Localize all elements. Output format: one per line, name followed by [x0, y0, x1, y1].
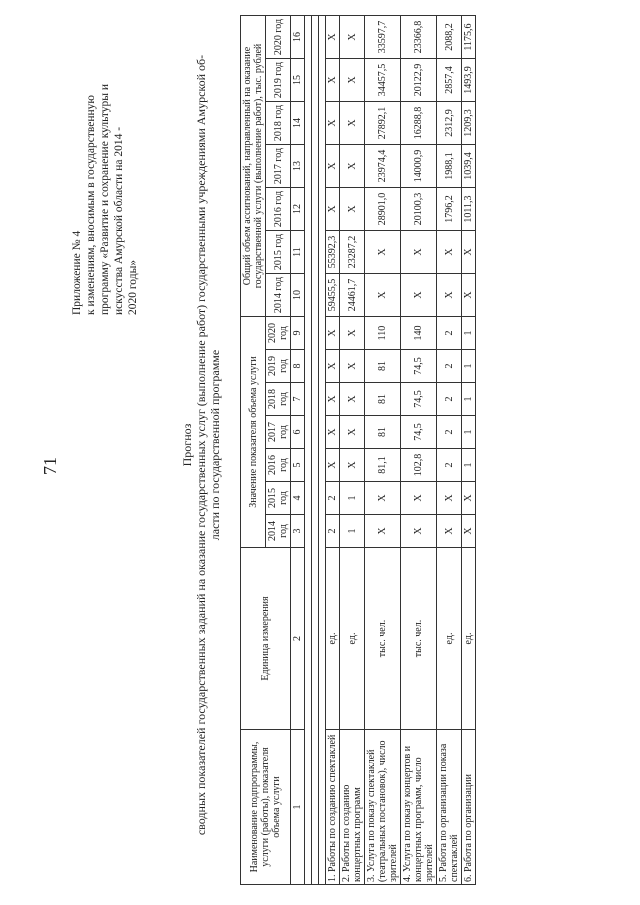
row-name: 1. Работы по созданию спектаклей — [326, 730, 340, 885]
finance-cell: X — [340, 145, 365, 188]
finance-cell: 23974,4 — [365, 145, 401, 188]
column-number: 10 — [291, 274, 305, 317]
finance-cell: 2088,2 — [437, 16, 462, 59]
appendix-line: программу «Развитие и сохранение культуры и — [99, 83, 111, 315]
volume-cell: X — [340, 317, 365, 350]
event-row — [319, 16, 326, 885]
header-year: 2020 год — [266, 16, 291, 59]
volume-cell: 1 — [340, 482, 365, 515]
title-line: ласти по государственной программе — [208, 349, 222, 541]
volume-cell: 2 — [437, 350, 462, 383]
table-row — [365, 16, 401, 885]
column-number: 1 — [291, 730, 305, 885]
header-column-numbers-row — [291, 16, 305, 885]
volume-cell: 2 — [326, 482, 340, 515]
subprogram-title — [305, 16, 312, 885]
finance-cell: X — [340, 59, 365, 102]
column-number: 8 — [291, 350, 305, 383]
finance-cell: 34457,5 — [365, 59, 401, 102]
volume-cell: 1 — [462, 350, 476, 383]
header-year: 2015 год — [266, 482, 291, 515]
finance-cell: X — [462, 231, 476, 274]
header-year: 2016 год — [266, 449, 291, 482]
header-year: 2017 год — [266, 416, 291, 449]
volume-cell: 81 — [365, 350, 401, 383]
volume-cell: 1 — [340, 515, 365, 548]
finance-cell: X — [326, 145, 340, 188]
volume-cell: 81 — [365, 416, 401, 449]
column-number: 5 — [291, 449, 305, 482]
volume-cell: X — [437, 515, 462, 548]
volume-cell: 2 — [437, 383, 462, 416]
column-number: 12 — [291, 188, 305, 231]
finance-cell: 1209,3 — [462, 102, 476, 145]
finance-cell: 1039,4 — [462, 145, 476, 188]
title-heading: Прогноз — [180, 423, 194, 467]
volume-cell: X — [365, 515, 401, 548]
header-year: 2018 год — [266, 383, 291, 416]
finance-cell: 1011,3 — [462, 188, 476, 231]
finance-cell: 14000,9 — [401, 145, 437, 188]
volume-cell: 2 — [326, 515, 340, 548]
header-unit: Единица измерения — [241, 548, 291, 730]
volume-cell: 1 — [462, 416, 476, 449]
finance-cell: 20122,9 — [401, 59, 437, 102]
finance-cell: X — [462, 274, 476, 317]
finance-cell: X — [365, 231, 401, 274]
header-year: 2019 год — [266, 350, 291, 383]
appendix-line: 2020 годы» — [127, 259, 139, 315]
volume-cell: 81 — [365, 383, 401, 416]
finance-cell: X — [340, 188, 365, 231]
finance-cell: X — [326, 188, 340, 231]
finance-cell: 24461,7 — [340, 274, 365, 317]
finance-cell: X — [437, 274, 462, 317]
row-name: 2. Работы по созданию концертных программ — [340, 730, 365, 885]
finance-cell: X — [401, 274, 437, 317]
volume-cell: 2 — [437, 449, 462, 482]
document-title — [180, 5, 222, 885]
page-number: 71 — [40, 457, 60, 475]
header-year: 2020 год — [266, 317, 291, 350]
row-unit: тыс. чел. — [365, 548, 401, 730]
finance-cell: X — [340, 102, 365, 145]
column-number: 16 — [291, 16, 305, 59]
volume-cell: 74,5 — [401, 416, 437, 449]
row-unit: ед. — [462, 548, 476, 730]
header-year: 2015 год — [266, 231, 291, 274]
row-name: 4. Услуга по показу концертов и концертных программ, число зрителей — [401, 730, 437, 885]
finance-cell: 2857,4 — [437, 59, 462, 102]
volume-cell: X — [326, 317, 340, 350]
main-event-row — [312, 16, 319, 885]
finance-cell: 1988,1 — [437, 145, 462, 188]
column-number: 15 — [291, 59, 305, 102]
header-year: 2014 год — [266, 515, 291, 548]
header-year: 2016 год — [266, 188, 291, 231]
table-row — [326, 16, 340, 885]
volume-cell: 102,8 — [401, 449, 437, 482]
volume-cell: X — [401, 482, 437, 515]
row-name: 6. Работа по организации — [462, 730, 476, 885]
header-name: Наименование подпрограммы, услуги (работы), показателя объема услуги — [241, 730, 291, 885]
column-number: 7 — [291, 383, 305, 416]
header-finance-group: Общий объем ассигнований, направленный на оказание государственной услуги (выполнение работ), тыс. рублей — [241, 16, 266, 317]
table-row — [462, 16, 476, 885]
table-row — [437, 16, 462, 885]
row-unit: ед. — [437, 548, 462, 730]
finance-cell: 33597,7 — [365, 16, 401, 59]
event-title — [319, 16, 326, 885]
table-row — [340, 16, 365, 885]
column-number: 4 — [291, 482, 305, 515]
volume-cell: 81,1 — [365, 449, 401, 482]
column-number: 6 — [291, 416, 305, 449]
volume-cell: X — [340, 449, 365, 482]
volume-cell: X — [437, 482, 462, 515]
volume-cell: 2 — [437, 416, 462, 449]
title-line: сводных показателей государственных заданий на оказание государственных услуг (выполнение работ) государственными учреждениями Амурской об- — [194, 54, 208, 836]
header-volume-group: Значение показателя объема услуги — [241, 317, 266, 548]
appendix-note — [70, 15, 140, 315]
appendix-line: Приложение № 4 — [71, 230, 83, 315]
row-unit: ед. — [326, 548, 340, 730]
finance-cell: X — [326, 59, 340, 102]
volume-cell: X — [340, 416, 365, 449]
volume-cell: X — [401, 515, 437, 548]
header-year: 2017 год — [266, 145, 291, 188]
table-row — [401, 16, 437, 885]
finance-cell: 1796,2 — [437, 188, 462, 231]
appendix-line: к изменениям, вносимым в государственную — [85, 95, 97, 315]
volume-cell: X — [365, 482, 401, 515]
appendix-line: искусства Амурской области на 2014 - — [113, 126, 125, 315]
volume-cell: X — [326, 383, 340, 416]
finance-cell: 1493,9 — [462, 59, 476, 102]
header-year: 2014 год — [266, 274, 291, 317]
volume-cell: X — [340, 383, 365, 416]
subprogram-row — [305, 16, 312, 885]
volume-cell: X — [326, 350, 340, 383]
volume-cell: 1 — [462, 383, 476, 416]
column-number: 13 — [291, 145, 305, 188]
volume-cell: 74,5 — [401, 383, 437, 416]
volume-cell: X — [462, 515, 476, 548]
volume-cell: X — [340, 350, 365, 383]
finance-cell: 59455,5 — [326, 274, 340, 317]
finance-cell: X — [365, 274, 401, 317]
volume-cell: 140 — [401, 317, 437, 350]
volume-cell: 74,5 — [401, 350, 437, 383]
volume-cell: X — [326, 449, 340, 482]
finance-cell: X — [340, 16, 365, 59]
finance-cell: 28901,0 — [365, 188, 401, 231]
row-unit: ед. — [340, 548, 365, 730]
volume-cell: 1 — [462, 317, 476, 350]
column-number: 11 — [291, 231, 305, 274]
finance-cell: 23366,8 — [401, 16, 437, 59]
finance-cell: 23287,2 — [340, 231, 365, 274]
row-name: 3. Услуга по показу спектаклей (театральных постановок), число зрителей — [365, 730, 401, 885]
forecast-table — [240, 15, 476, 885]
volume-cell: X — [462, 482, 476, 515]
finance-cell: X — [326, 16, 340, 59]
finance-cell: 27892,1 — [365, 102, 401, 145]
header-year: 2019 год — [266, 59, 291, 102]
volume-cell: 1 — [462, 449, 476, 482]
finance-cell: 55392,3 — [326, 231, 340, 274]
finance-cell: 20100,3 — [401, 188, 437, 231]
finance-cell: X — [326, 102, 340, 145]
row-unit: тыс. чел. — [401, 548, 437, 730]
column-number: 2 — [291, 548, 305, 730]
main-event-title — [312, 16, 319, 885]
finance-cell: 1175,6 — [462, 16, 476, 59]
finance-cell: 2312,9 — [437, 102, 462, 145]
row-name: 5. Работа по организации показа спектаклей — [437, 730, 462, 885]
volume-cell: 2 — [437, 317, 462, 350]
column-number: 3 — [291, 515, 305, 548]
volume-cell: X — [326, 416, 340, 449]
header-year: 2018 год — [266, 102, 291, 145]
column-number: 9 — [291, 317, 305, 350]
finance-cell: X — [437, 231, 462, 274]
finance-cell: 16288,8 — [401, 102, 437, 145]
finance-cell: X — [401, 231, 437, 274]
volume-cell: 110 — [365, 317, 401, 350]
column-number: 14 — [291, 102, 305, 145]
